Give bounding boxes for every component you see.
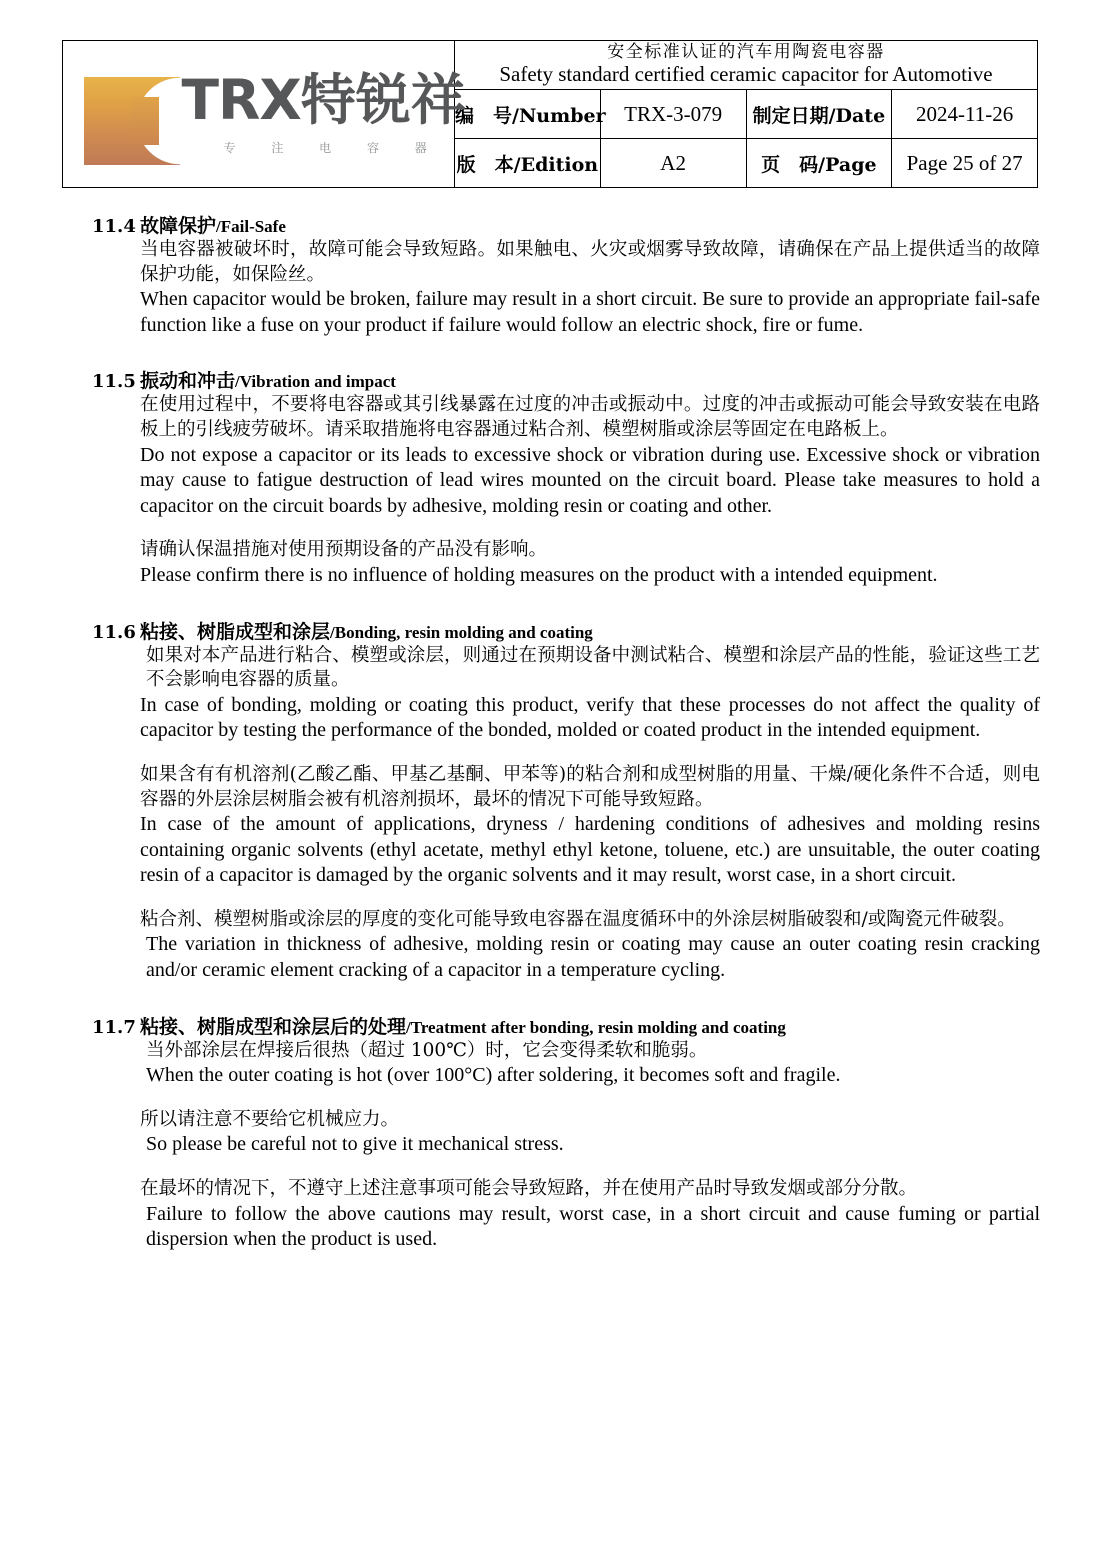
paragraph-cn: 当电容器被破坏时，故障可能会导致短路。如果触电、火灾或烟雾导致故障，请确保在产品上提供适当的故障保护功能，如保险丝。 bbox=[140, 239, 1040, 285]
section-title-en: /Treatment after bonding, resin molding and coating bbox=[406, 1017, 786, 1037]
section-title bbox=[140, 1012, 786, 1039]
logo-brand-cn: 特锐祥 bbox=[300, 67, 466, 132]
paragraph-cn: 粘合剂、模塑树脂或涂层的厚度的变化可能导致电容器在温度循环中的外涂层树脂破裂和/或陶瓷元件破裂。 bbox=[140, 908, 1016, 930]
logo-cell bbox=[63, 41, 466, 188]
number-label: 编 号/Number bbox=[455, 90, 601, 139]
paragraph-cn: 如果对本产品进行粘合、模塑或涂层，则通过在预期设备中测试粘合、模塑和涂层产品的性能，验证这些工艺不会影响电容器的质量。 bbox=[146, 644, 1040, 691]
edition-value: A2 bbox=[600, 139, 746, 188]
paragraph-cn: 请确认保温措施对使用预期设备的产品没有影响。 bbox=[140, 539, 548, 561]
logo-brand-latin: TRX bbox=[181, 67, 301, 132]
logo-brand-text bbox=[181, 67, 466, 132]
section-number: 11.6 bbox=[92, 621, 136, 643]
number-value: TRX-3-079 bbox=[600, 90, 746, 139]
section-title-cn: 粘接、树脂成型和涂层 bbox=[140, 620, 331, 643]
section-gap bbox=[0, 984, 1102, 1012]
section-heading bbox=[92, 617, 1102, 644]
section-11-5 bbox=[0, 366, 1102, 588]
trx-logo bbox=[74, 57, 466, 167]
date-label: 制定日期/Date bbox=[746, 90, 892, 139]
section-title-en: /Bonding, resin molding and coating bbox=[330, 622, 593, 642]
section-title-cn: 粘接、树脂成型和涂层后的处理 bbox=[140, 1015, 407, 1038]
edition-label: 版 本/Edition bbox=[455, 139, 601, 188]
section-11-4 bbox=[0, 211, 1102, 338]
page-value: Page 25 of 27 bbox=[892, 139, 1038, 188]
section-number: 11.4 bbox=[92, 216, 136, 237]
paragraph-en: So please be careful not to give it mechanical stress. bbox=[146, 1133, 564, 1156]
logo-tagline: 专 注 电 容 器 bbox=[223, 140, 443, 155]
section-number: 11.7 bbox=[92, 1016, 136, 1038]
paragraph-gap bbox=[0, 1089, 1102, 1108]
section-title bbox=[140, 211, 286, 238]
paragraph-cn: 如果含有有机溶剂(乙酸乙酯、甲基乙基酮、甲苯等)的粘合剂和成型树脂的用量、干燥/硬化条件不合适，则电容器的外层涂层树脂会被有机溶剂损坏，最坏的情况下可能导致短路。 bbox=[140, 763, 1040, 810]
section-heading bbox=[92, 366, 1102, 393]
doc-title-cell bbox=[455, 41, 1038, 90]
section-11-7 bbox=[0, 1012, 1102, 1253]
paragraph-cn: 在使用过程中，不要将电容器或其引线暴露在过度的冲击或振动中。过度的冲击或振动可能会导致安装在电路板上的引线疲劳破坏。请采取措施将电容器通过粘合剂、模塑树脂或涂层等固定在电路板上。 bbox=[140, 394, 1040, 440]
paragraph-gap bbox=[0, 744, 1102, 763]
section-title-en: /Vibration and impact bbox=[235, 372, 396, 392]
section-title bbox=[140, 617, 593, 644]
paragraph-en: When the outer coating is hot (over 100°C) after soldering, it becomes soft and fragile. bbox=[146, 1064, 841, 1087]
section-title bbox=[140, 366, 396, 393]
paragraph-en: When capacitor would be broken, failure may result in a short circuit. Be sure to provide an appropriate fail-safe function like a fuse on your product if failure would follow an electric shock, fire or fume. bbox=[140, 288, 1040, 336]
section-number: 11.5 bbox=[92, 371, 136, 393]
document-body bbox=[0, 211, 1102, 1253]
section-gap bbox=[0, 338, 1102, 366]
section-title-cn: 故障保护 bbox=[140, 215, 217, 237]
paragraph-gap bbox=[0, 519, 1102, 538]
paragraph-en: Failure to follow the above cautions may result, worst case, in a short circuit and cause fuming or partial dispersion when the product is used. bbox=[146, 1202, 1040, 1251]
section-title-cn: 振动和冲击 bbox=[140, 370, 236, 393]
paragraph-cn: 当外部涂层在焊接后很热（超过 100℃）时，它会变得柔软和脆弱。 bbox=[146, 1039, 708, 1061]
header-row-title bbox=[63, 41, 1038, 90]
paragraph-en: The variation in thickness of adhesive, molding resin or coating may cause an outer coating resin cracking and/or ceramic element cracking of a capacitor in a temperature cycling. bbox=[146, 933, 1040, 982]
paragraph-en: Please confirm there is no influence of holding measures on the product with a intended equipment. bbox=[140, 563, 938, 586]
section-11-6 bbox=[0, 617, 1102, 984]
page-label: 页 码/Page bbox=[746, 139, 892, 188]
section-title-en: /Fail-Safe bbox=[216, 217, 286, 236]
doc-title-en: Safety standard certified ceramic capacitor for Automotive bbox=[499, 62, 993, 87]
paragraph-cn: 所以请注意不要给它机械应力。 bbox=[140, 1108, 400, 1130]
document-header-table bbox=[62, 40, 1038, 188]
doc-title-cn: 安全标准认证的汽车用陶瓷电容器 bbox=[607, 42, 885, 63]
paragraph-en: In case of the amount of applications, dryness / hardening conditions of adhesives and molding resins containing organic solvents (ethyl acetate, methyl ethyl ketone, toluene, etc.) are unsuitable, the outer coating resin of a capacitor is damaged by the organic solvents and it may result, worst case, in a short circuit. bbox=[140, 813, 1040, 887]
logo-inner-block-icon bbox=[131, 97, 159, 145]
date-value: 2024-11-26 bbox=[892, 90, 1038, 139]
paragraph-en: In case of bonding, molding or coating this product, verify that these processes do not affect the quality of capacitor by testing the performance of the bonded, molded or coated product in the intended equipment. bbox=[140, 693, 1040, 742]
paragraph-gap bbox=[0, 1158, 1102, 1177]
section-heading bbox=[92, 211, 1102, 238]
paragraph-cn: 在最坏的情况下，不遵守上述注意事项可能会导致短路，并在使用产品时导致发烟或部分分散。 bbox=[140, 1178, 918, 1200]
paragraph-gap bbox=[0, 889, 1102, 908]
section-gap bbox=[0, 589, 1102, 617]
section-heading bbox=[92, 1012, 1102, 1039]
paragraph-en: Do not expose a capacitor or its leads to excessive shock or vibration during use. Excessive shock or vibration may cause to fatigue destruction of lead wires mounted on the circuit board. Please take measures to hold a capacitor on the circuit boards by adhesive, molding resin or coating and other. bbox=[140, 443, 1040, 517]
